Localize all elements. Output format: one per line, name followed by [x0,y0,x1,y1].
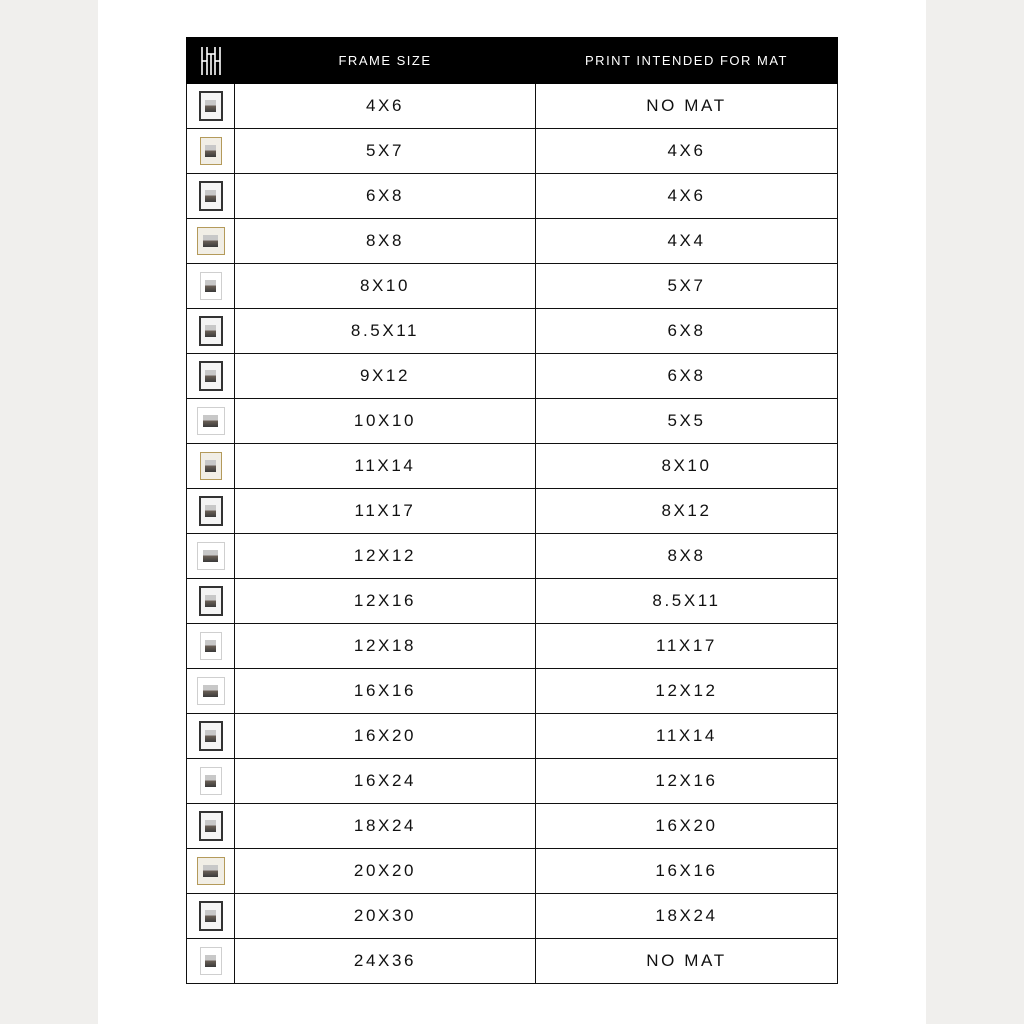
brand-logo-cell [187,38,235,84]
print-size-cell: 8X8 [536,534,838,579]
frame-size-cell: 6X8 [235,174,536,219]
thumbnail-cell [187,939,235,984]
frame-size-table [186,37,838,984]
frame-thumbnail-image [200,947,222,975]
frame-size-cell: 16X20 [235,714,536,759]
frame-size-cell: 20X30 [235,894,536,939]
thumbnail-photo [205,190,216,203]
thumbnail-photo [203,235,218,248]
table-row [187,534,838,579]
frame-size-cell: 16X24 [235,759,536,804]
frame-thumbnail-image [199,586,223,616]
frame-size-cell: 16X16 [235,669,536,714]
thumbnail-photo [205,595,216,608]
frame-thumbnail-image [197,407,225,435]
thumbnail-cell [187,579,235,624]
table-row [187,759,838,804]
print-size-cell: 11X14 [536,714,838,759]
frame-thumbnail-image [199,316,223,346]
table-row [187,804,838,849]
frame-size-cell: 8X10 [235,264,536,309]
print-mat-header: PRINT INTENDED FOR MAT [536,38,838,84]
frame-size-cell: 11X14 [235,444,536,489]
thumbnail-cell [187,489,235,534]
print-size-cell: 8X12 [536,489,838,534]
thumbnail-photo [205,730,216,743]
print-size-cell: 12X12 [536,669,838,714]
table-row [187,84,838,129]
thumbnail-cell [187,354,235,399]
print-size-cell: 4X4 [536,219,838,264]
frame-size-cell: 10X10 [235,399,536,444]
thumbnail-cell [187,624,235,669]
frame-size-cell: 8.5X11 [235,309,536,354]
frame-thumbnail-image [197,542,225,570]
print-size-cell: 8X10 [536,444,838,489]
frame-thumbnail-image [200,452,222,480]
frame-size-cell: 8X8 [235,219,536,264]
frame-thumbnail-image [199,811,223,841]
print-size-cell: NO MAT [536,939,838,984]
table-row [187,894,838,939]
thumbnail-cell [187,669,235,714]
thumbnail-cell [187,309,235,354]
thumbnail-photo [205,910,216,923]
thumbnail-photo [203,415,218,428]
frame-size-cell: 24X36 [235,939,536,984]
frame-size-cell: 12X18 [235,624,536,669]
page-sheet [98,0,926,1024]
thumbnail-cell [187,264,235,309]
thumbnail-cell [187,534,235,579]
thumbnail-cell [187,399,235,444]
thumbnail-cell [187,804,235,849]
table-row [187,669,838,714]
brand-logo-icon [200,46,222,76]
table-row [187,264,838,309]
frame-thumbnail-image [200,137,222,165]
table-row [187,219,838,264]
thumbnail-photo [205,460,216,473]
frame-size-header: FRAME SIZE [235,38,536,84]
frame-size-cell: 5X7 [235,129,536,174]
print-size-cell: NO MAT [536,84,838,129]
thumbnail-photo [205,100,216,113]
frame-thumbnail-image [200,632,222,660]
thumbnail-photo [205,640,216,653]
thumbnail-cell [187,849,235,894]
thumbnail-photo [205,370,216,383]
frame-size-cell: 20X20 [235,849,536,894]
thumbnail-photo [205,325,216,338]
frame-thumbnail-image [199,91,223,121]
print-size-cell: 4X6 [536,129,838,174]
print-size-cell: 11X17 [536,624,838,669]
thumbnail-photo [205,775,216,788]
frame-thumbnail-image [199,361,223,391]
thumbnail-cell [187,219,235,264]
print-size-cell: 5X7 [536,264,838,309]
frame-thumbnail-image [199,721,223,751]
table-header-row [187,38,838,84]
thumbnail-cell [187,129,235,174]
frame-size-cell: 12X12 [235,534,536,579]
thumbnail-photo [205,505,216,518]
print-size-cell: 5X5 [536,399,838,444]
thumbnail-cell [187,84,235,129]
table-row [187,714,838,759]
frame-thumbnail-image [200,767,222,795]
thumbnail-photo [203,865,218,878]
thumbnail-photo [205,145,216,158]
table-row [187,849,838,894]
frame-thumbnail-image [199,496,223,526]
frame-size-cell: 9X12 [235,354,536,399]
print-size-cell: 12X16 [536,759,838,804]
thumbnail-cell [187,894,235,939]
frame-thumbnail-image [199,181,223,211]
frame-thumbnail-image [197,677,225,705]
table-row [187,624,838,669]
table-row [187,939,838,984]
thumbnail-cell [187,444,235,489]
frame-thumbnail-image [200,272,222,300]
table-row [187,579,838,624]
table-body [187,84,838,984]
print-size-cell: 6X8 [536,309,838,354]
frame-thumbnail-image [197,227,225,255]
print-size-cell: 4X6 [536,174,838,219]
thumbnail-photo [203,550,218,563]
thumbnail-photo [205,955,216,968]
thumbnail-cell [187,714,235,759]
thumbnail-cell [187,759,235,804]
table-row [187,129,838,174]
print-size-cell: 18X24 [536,894,838,939]
frame-thumbnail-image [197,857,225,885]
frame-size-cell: 12X16 [235,579,536,624]
table-row [187,354,838,399]
thumbnail-photo [205,820,216,833]
frame-size-cell: 4X6 [235,84,536,129]
table-row [187,399,838,444]
print-size-cell: 6X8 [536,354,838,399]
table-row [187,174,838,219]
print-size-cell: 16X20 [536,804,838,849]
table-row [187,309,838,354]
table-row [187,489,838,534]
frame-size-cell: 18X24 [235,804,536,849]
table-row [187,444,838,489]
thumbnail-photo [203,685,218,698]
thumbnail-photo [205,280,216,293]
frame-size-cell: 11X17 [235,489,536,534]
print-size-cell: 8.5X11 [536,579,838,624]
thumbnail-cell [187,174,235,219]
frame-thumbnail-image [199,901,223,931]
print-size-cell: 16X16 [536,849,838,894]
